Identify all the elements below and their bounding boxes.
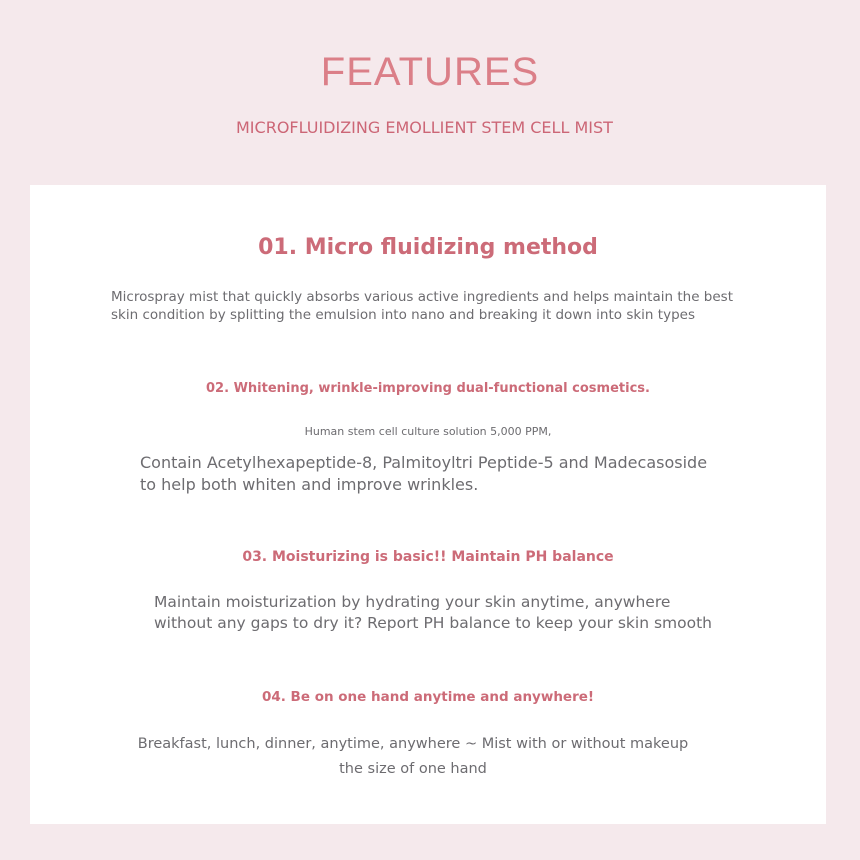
feature-3-title: 03. Moisturizing is basic!! Maintain PH balance (242, 549, 614, 565)
feature-2-line-1: Contain Acetylhexapeptide-8, Palmitoyltri Peptide-5 and Madecasoside (140, 453, 708, 472)
feature-2-description (140, 452, 707, 496)
feature-3-line-2: without any gaps to dry it? Report PH balance to keep your skin smooth (154, 614, 712, 632)
feature-1-line-1: Microspray mist that quickly absorbs various active ingredients and helps maintain the best (111, 289, 733, 305)
feature-2-title: 02. Whitening, wrinkle-improving dual-functional cosmetics. (206, 381, 650, 396)
product-subtitle: MICROFLUIDIZING EMOLLIENT STEM CELL MIST (236, 118, 613, 137)
feature-4-line-2: the size of one hand (339, 761, 487, 777)
feature-1-title: 01. Micro fluidizing method (258, 235, 598, 260)
feature-2-line-2: to help both whiten and improve wrinkles. (140, 475, 479, 494)
feature-3-description (154, 592, 712, 634)
feature-4-line-1: Breakfast, lunch, dinner, anytime, anywhere ~ Mist with or without makeup (137, 736, 689, 752)
page-title: FEATURES (320, 50, 540, 94)
feature-4-title: 04. Be on one hand anytime and anywhere! (261, 689, 595, 705)
feature-2-note: Human stem cell culture solution 5,000 PPM, (304, 425, 552, 438)
feature-1-line-2: skin condition by splitting the emulsion into nano and breaking it down into skin types (111, 307, 695, 323)
features-card (30, 185, 826, 824)
feature-4-description (30, 732, 796, 782)
feature-1-description (111, 288, 733, 324)
feature-3-line-1: Maintain moisturization by hydrating your skin anytime, anywhere (154, 593, 671, 611)
